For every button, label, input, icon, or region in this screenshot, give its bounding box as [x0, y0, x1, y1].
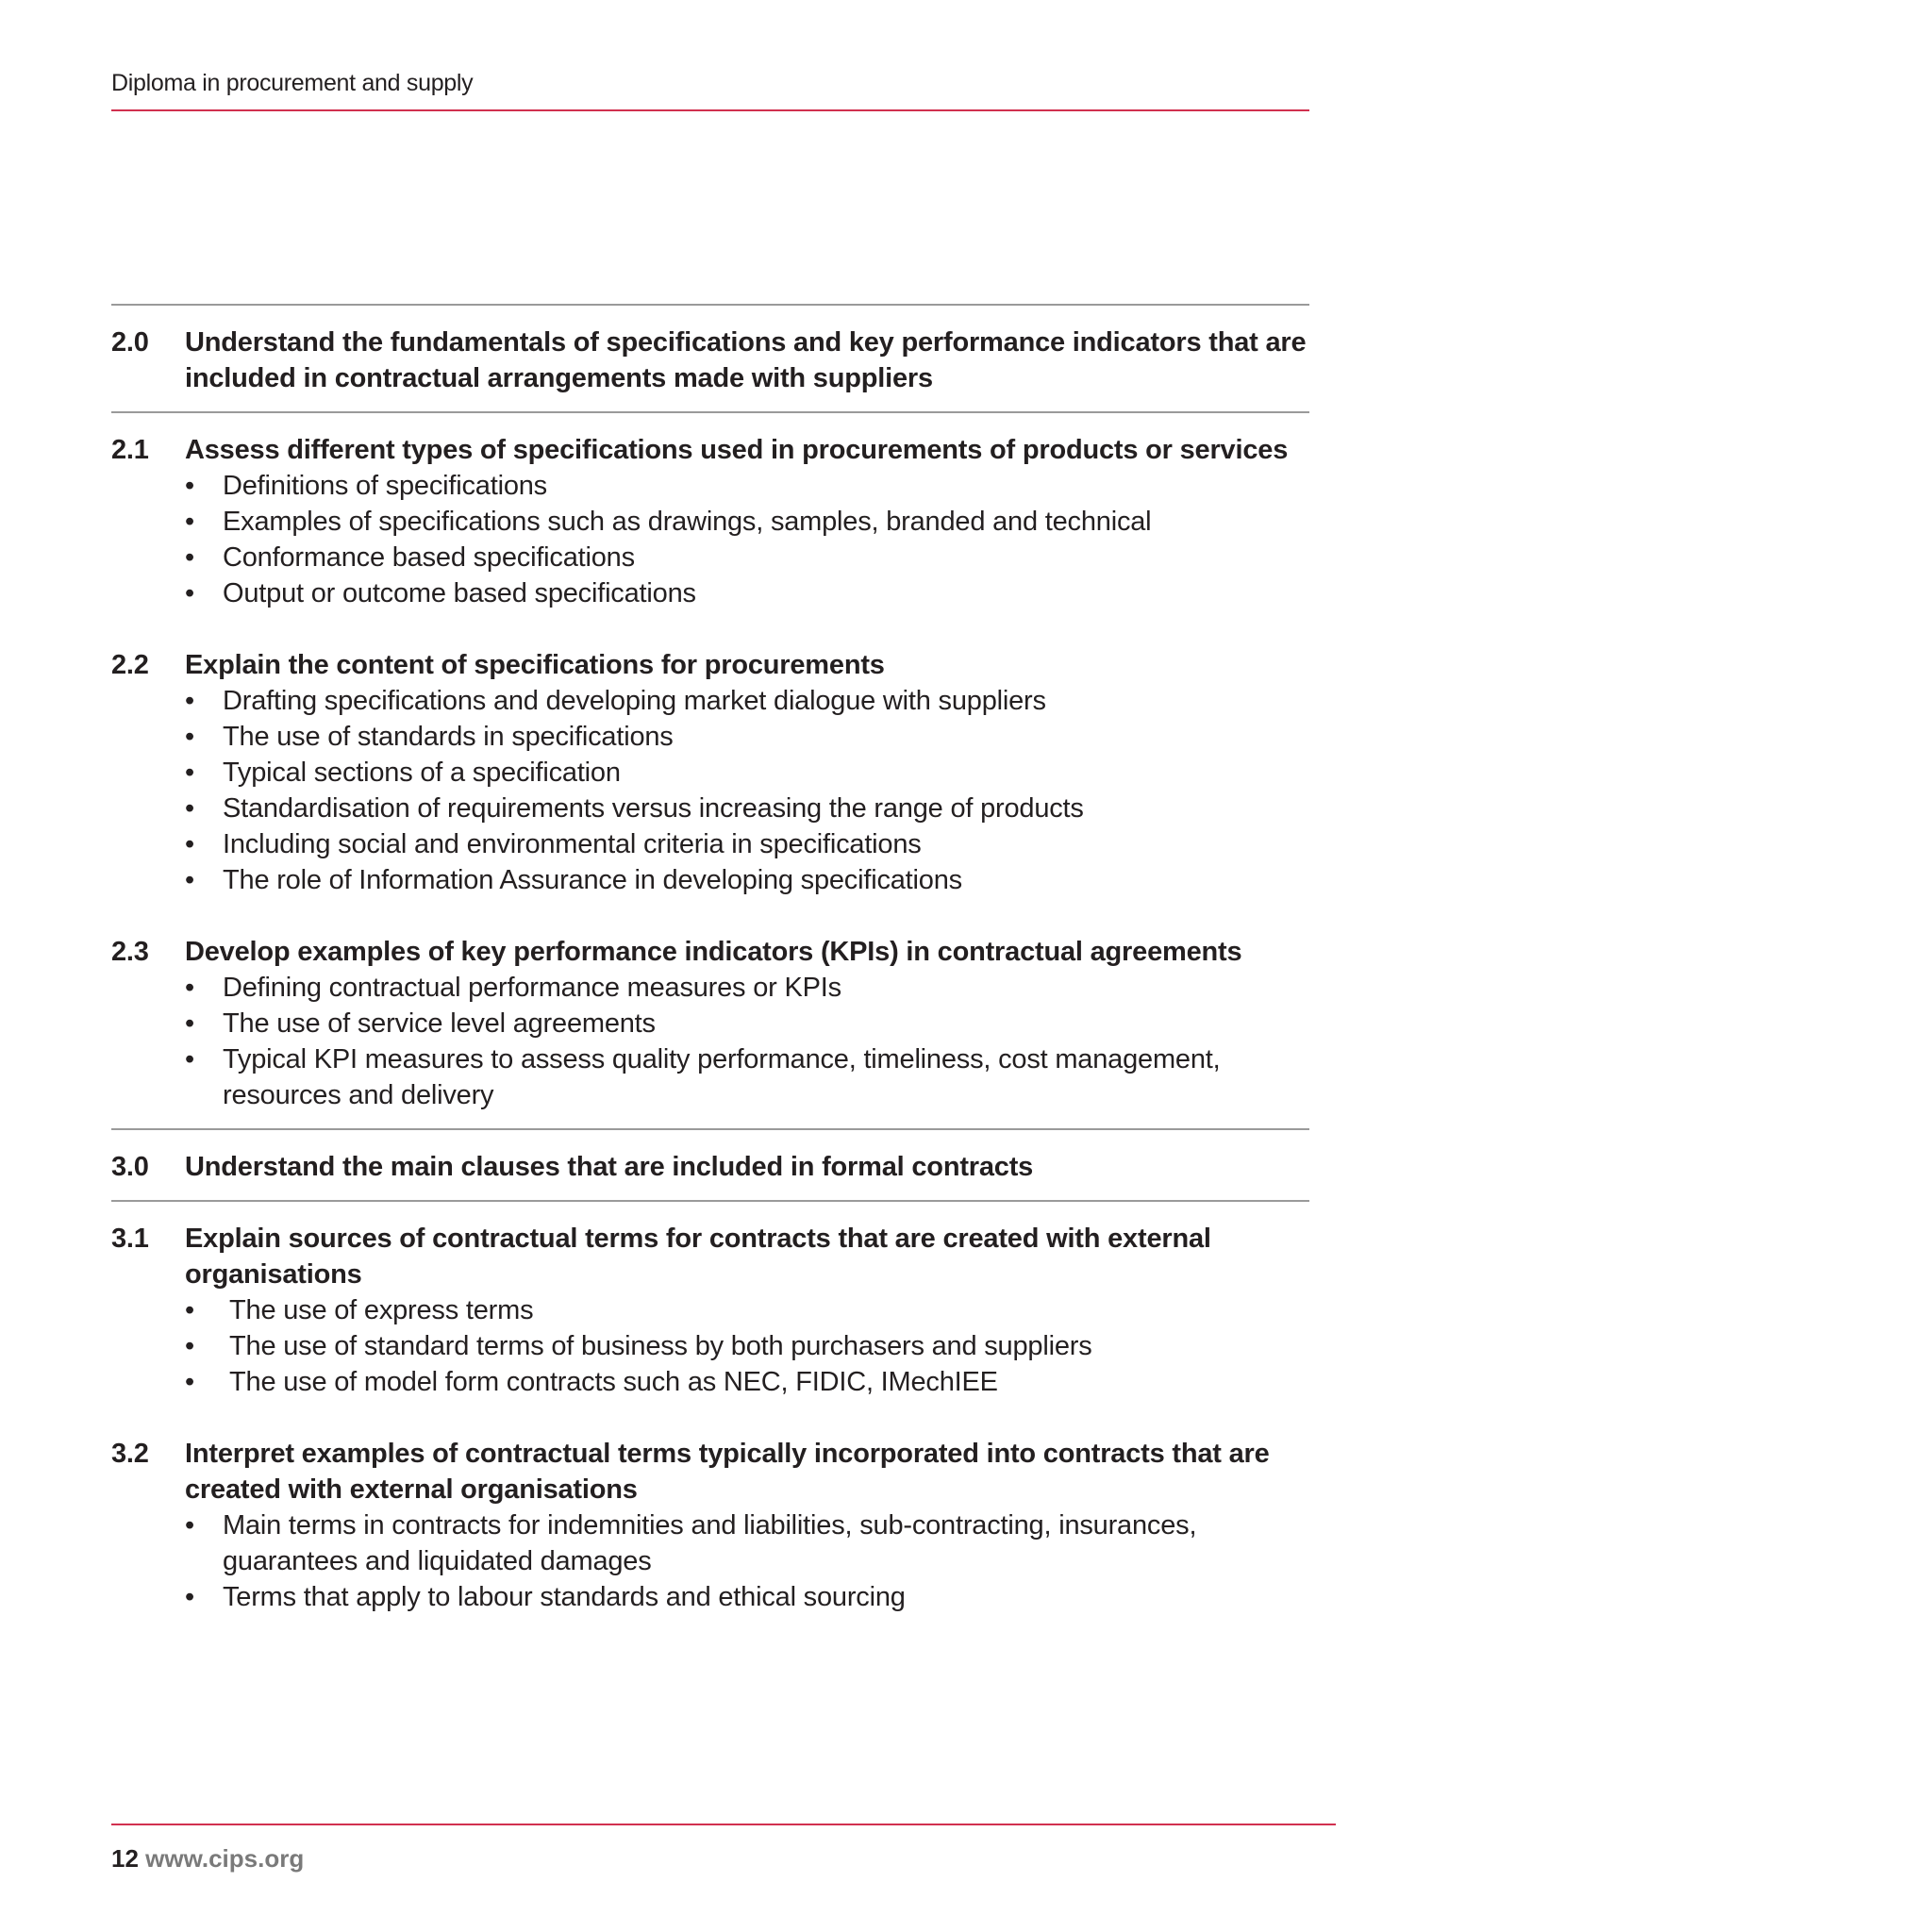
list-item: Main terms in contracts for indemnities and liabilities, sub-contracting, insurances,: [223, 1510, 1197, 1541]
list-item: Terms that apply to labour standards and ethical sourcing: [223, 1582, 906, 1612]
bullet-icon: •: [185, 829, 194, 859]
bullet-icon: •: [185, 722, 194, 752]
list-item: The use of service level agreements: [223, 1008, 656, 1039]
list-item: The role of Information Assurance in developing specifications: [223, 865, 962, 895]
bullet-icon: •: [185, 1295, 194, 1325]
section-number: 2.1: [111, 435, 149, 465]
section-number: 2.2: [111, 650, 149, 680]
section-number: 2.0: [111, 327, 149, 358]
bullet-icon: •: [185, 865, 194, 895]
bullet-icon: •: [185, 542, 194, 573]
section-title: Develop examples of key performance indicators (KPIs) in contractual agreements: [185, 937, 1242, 967]
section-divider: [111, 1200, 1309, 1202]
section-title: Understand the main clauses that are included in formal contracts: [185, 1152, 1034, 1182]
bullet-icon: •: [185, 578, 194, 608]
list-item-cont: resources and delivery: [223, 1080, 494, 1110]
page-number: 12: [111, 1844, 139, 1873]
website-link[interactable]: www.cips.org: [145, 1844, 305, 1873]
list-item: Typical KPI measures to assess quality performance, timeliness, cost management,: [223, 1044, 1221, 1074]
footer-text: [111, 1844, 304, 1874]
footer-rule: [111, 1824, 1336, 1825]
section-number: 3.2: [111, 1439, 149, 1469]
bullet-icon: •: [185, 1367, 194, 1397]
list-item-cont: guarantees and liquidated damages: [223, 1546, 652, 1576]
bullet-icon: •: [185, 793, 194, 824]
section-number: 2.3: [111, 937, 149, 967]
bullet-icon: •: [185, 973, 194, 1003]
bullet-icon: •: [185, 507, 194, 537]
list-item: Definitions of specifications: [223, 471, 547, 501]
section-title-cont: included in contractual arrangements made with suppliers: [185, 363, 933, 393]
bullet-icon: •: [185, 1008, 194, 1039]
header-rule: [111, 109, 1309, 111]
list-item: Standardisation of requirements versus increasing the range of products: [223, 793, 1084, 824]
section-title: Interpret examples of contractual terms typically incorporated into contracts that are: [185, 1439, 1270, 1469]
header-title: Diploma in procurement and supply: [111, 70, 474, 96]
list-item: Examples of specifications such as drawings, samples, branded and technical: [223, 507, 1152, 537]
section-number: 3.1: [111, 1224, 149, 1254]
bullet-icon: •: [185, 1044, 194, 1074]
section-title-cont: created with external organisations: [185, 1474, 638, 1505]
section-title: Assess different types of specifications used in procurements of products or services: [185, 435, 1289, 465]
bullet-icon: •: [185, 686, 194, 716]
bullet-icon: •: [185, 471, 194, 501]
section-title: Explain sources of contractual terms for contracts that are created with external: [185, 1224, 1211, 1254]
bullet-icon: •: [185, 1582, 194, 1612]
section-title: Understand the fundamentals of specifications and key performance indicators that are: [185, 327, 1307, 358]
list-item: Conformance based specifications: [223, 542, 635, 573]
bullet-icon: •: [185, 758, 194, 788]
list-item: Typical sections of a specification: [223, 758, 621, 788]
list-item: Defining contractual performance measures or KPIs: [223, 973, 841, 1003]
section-number: 3.0: [111, 1152, 149, 1182]
list-item: Drafting specifications and developing market dialogue with suppliers: [223, 686, 1046, 716]
list-item: The use of standard terms of business by both purchasers and suppliers: [229, 1331, 1092, 1361]
section-divider: [111, 411, 1309, 413]
list-item: The use of express terms: [229, 1295, 534, 1325]
section-divider: [111, 304, 1309, 306]
section-title: Explain the content of specifications for procurements: [185, 650, 885, 680]
section-divider: [111, 1128, 1309, 1130]
list-item: Output or outcome based specifications: [223, 578, 696, 608]
section-title-cont: organisations: [185, 1259, 362, 1290]
list-item: The use of standards in specifications: [223, 722, 674, 752]
bullet-icon: •: [185, 1331, 194, 1361]
bullet-icon: •: [185, 1510, 194, 1541]
list-item: The use of model form contracts such as NEC, FIDIC, IMechIEE: [229, 1367, 998, 1397]
list-item: Including social and environmental criteria in specifications: [223, 829, 922, 859]
